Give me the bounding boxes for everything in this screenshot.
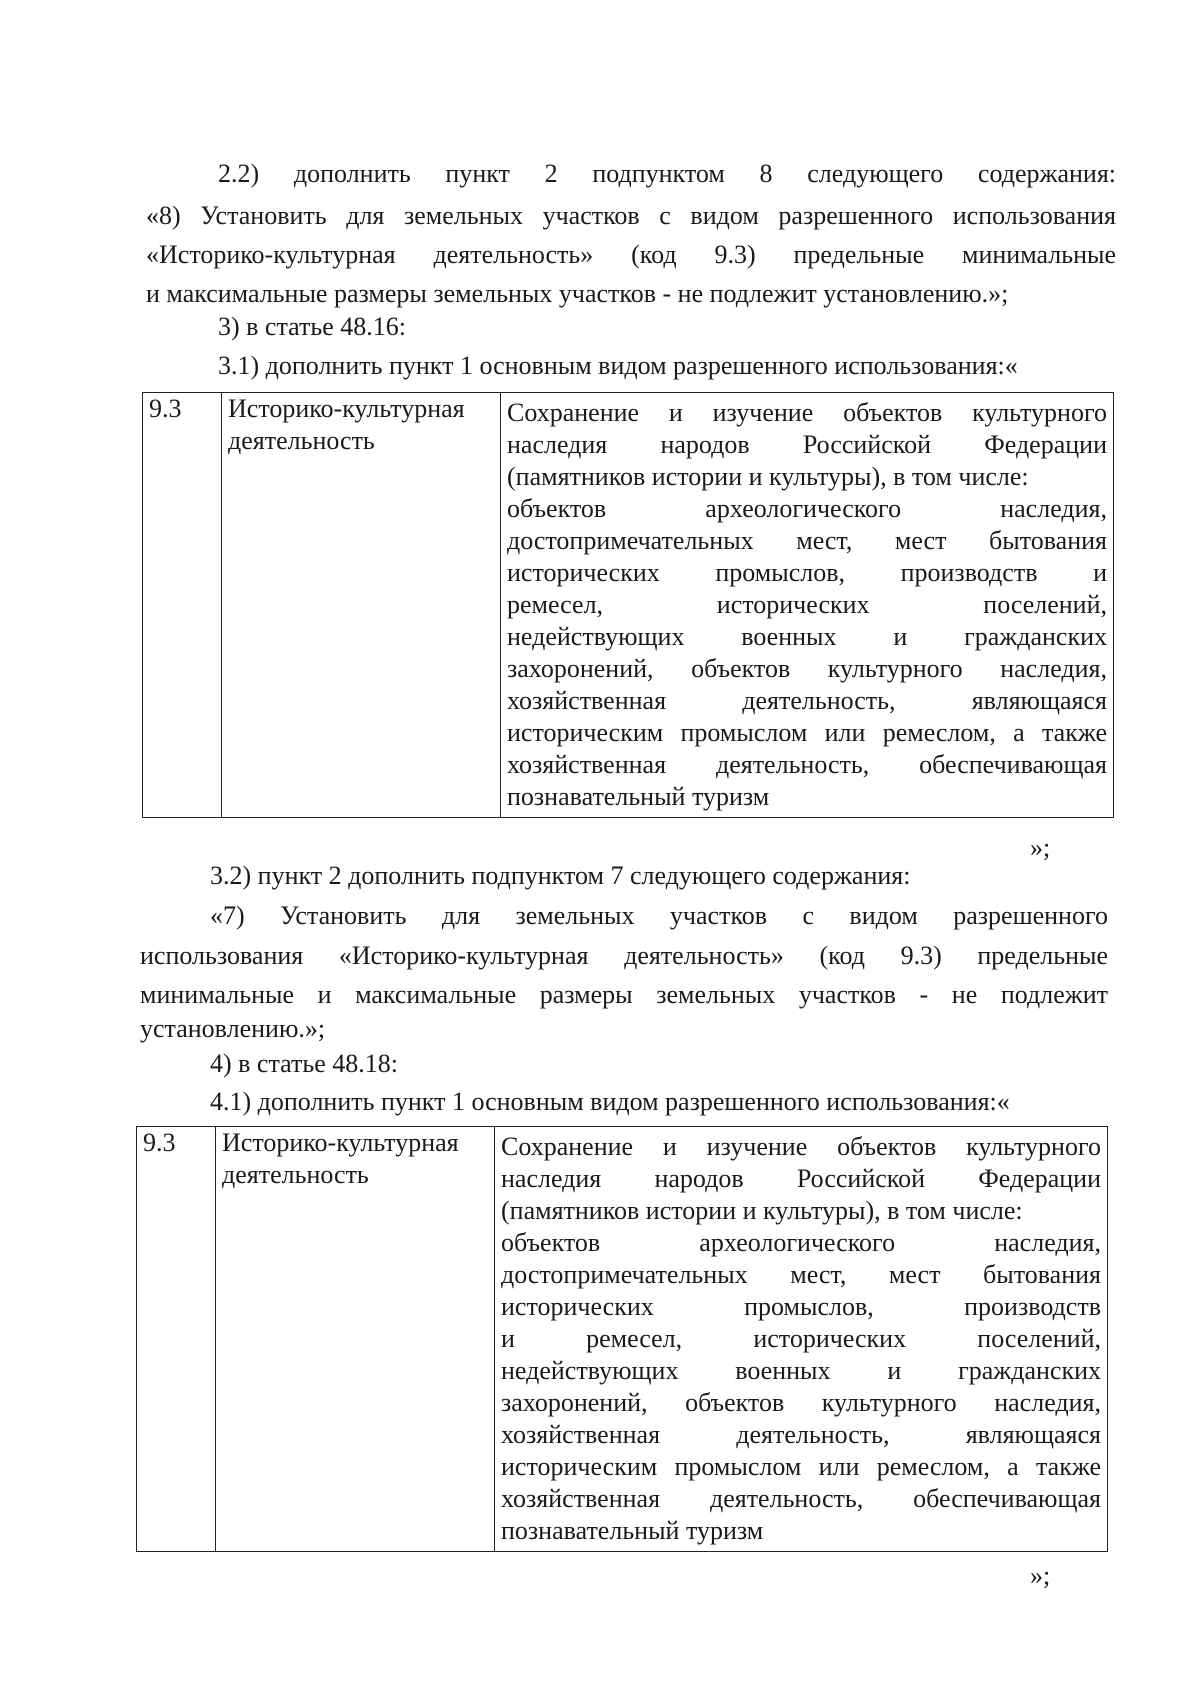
description-line: и ремесел, исторических поселений, <box>501 1324 1101 1353</box>
paragraph-7-line-3: минимальные и максимальные размеры земельных участков - не подлежит <box>140 980 1108 1009</box>
description-cell <box>495 1127 1108 1552</box>
paragraph-3-1: 3.1) дополнить пункт 1 основным видом разрешенного использования:« <box>218 351 1018 380</box>
paragraph-2-2-line-1: 2.2) дополнить пункт 2 подпунктом 8 следующего содержания: <box>218 159 1116 188</box>
description-line: исторических промыслов, производств и <box>507 558 1107 587</box>
description-line: познавательный туризм <box>501 1516 764 1545</box>
paragraph-3: 3) в статье 48.16: <box>218 312 407 341</box>
name-line-2: деятельность <box>222 1160 369 1189</box>
description-line: захоронений, объектов культурного наследия, <box>507 654 1107 683</box>
description-line: Сохранение и изучение объектов культурного <box>501 1132 1101 1161</box>
paragraph-4-1: 4.1) дополнить пункт 1 основным видом разрешенного использования:« <box>210 1087 1010 1116</box>
name-line-1: Историко-культурная <box>228 394 465 423</box>
name-line-1: Историко-культурная <box>222 1128 459 1157</box>
paragraph-7-line-4: установлению.»; <box>140 1014 326 1043</box>
description-line: ремесел, исторических поселений, <box>507 590 1107 619</box>
land-use-table-2 <box>136 1126 1108 1552</box>
table-row <box>137 1127 1108 1552</box>
name-cell <box>222 393 501 818</box>
name-cell <box>216 1127 495 1552</box>
description-line: захоронений, объектов культурного наследия, <box>501 1388 1101 1417</box>
description-line: (памятников истории и культуры), в том числе: <box>501 1196 1023 1225</box>
description-line: объектов археологического наследия, <box>507 494 1107 523</box>
description-line: объектов археологического наследия, <box>501 1228 1101 1257</box>
description-line: наследия народов Российской Федерации <box>501 1164 1101 1193</box>
description-line: (памятников истории и культуры), в том числе: <box>507 462 1029 491</box>
paragraph-3-2: 3.2) пункт 2 дополнить подпунктом 7 следующего содержания: <box>210 861 911 890</box>
description-line: хозяйственная деятельность, обеспечивающая <box>507 750 1107 779</box>
land-use-table-1 <box>142 392 1114 818</box>
description-line: достопримечательных мест, мест бытования <box>507 526 1107 555</box>
paragraph-4: 4) в статье 48.18: <box>210 1049 399 1078</box>
paragraph-7-line-2: использования «Историко-культурная деятельность» (код 9.3) предельные <box>140 941 1108 970</box>
table-row <box>143 393 1114 818</box>
code-cell <box>143 393 222 818</box>
description-line: познавательный туризм <box>507 782 770 811</box>
closing-quote-2: »; <box>1030 1561 1051 1590</box>
description-line: хозяйственная деятельность, являющаяся <box>507 686 1107 715</box>
paragraph-2-2-line-3: «Историко-культурная деятельность» (код 9.3) предельные минимальные <box>146 240 1116 269</box>
description-line: хозяйственная деятельность, обеспечивающая <box>501 1484 1101 1513</box>
code-cell <box>137 1127 216 1552</box>
description-line: недействующих военных и гражданских <box>501 1356 1101 1385</box>
description-line: историческим промыслом или ремеслом, а также <box>507 718 1107 747</box>
description-line: исторических промыслов, производств <box>501 1292 1101 1321</box>
description-line: Сохранение и изучение объектов культурного <box>507 398 1107 427</box>
name-line-2: деятельность <box>228 426 375 455</box>
description-cell <box>501 393 1114 818</box>
description-line: достопримечательных мест, мест бытования <box>501 1260 1101 1289</box>
description-line: историческим промыслом или ремеслом, а также <box>501 1452 1101 1481</box>
description-line: хозяйственная деятельность, являющаяся <box>501 1420 1101 1449</box>
code-value: 9.3 <box>149 394 182 423</box>
closing-quote-1: »; <box>1030 833 1051 862</box>
description-line: недействующих военных и гражданских <box>507 622 1107 651</box>
paragraph-2-2-line-4: и максимальные размеры земельных участков - не подлежит установлению.»; <box>146 279 1009 308</box>
paragraph-7-line-1: «7) Установить для земельных участков с видом разрешенного <box>210 901 1108 930</box>
paragraph-2-2-line-2: «8) Установить для земельных участков с видом разрешенного использования <box>146 201 1116 230</box>
code-value: 9.3 <box>143 1128 176 1157</box>
description-line: наследия народов Российской Федерации <box>507 430 1107 459</box>
